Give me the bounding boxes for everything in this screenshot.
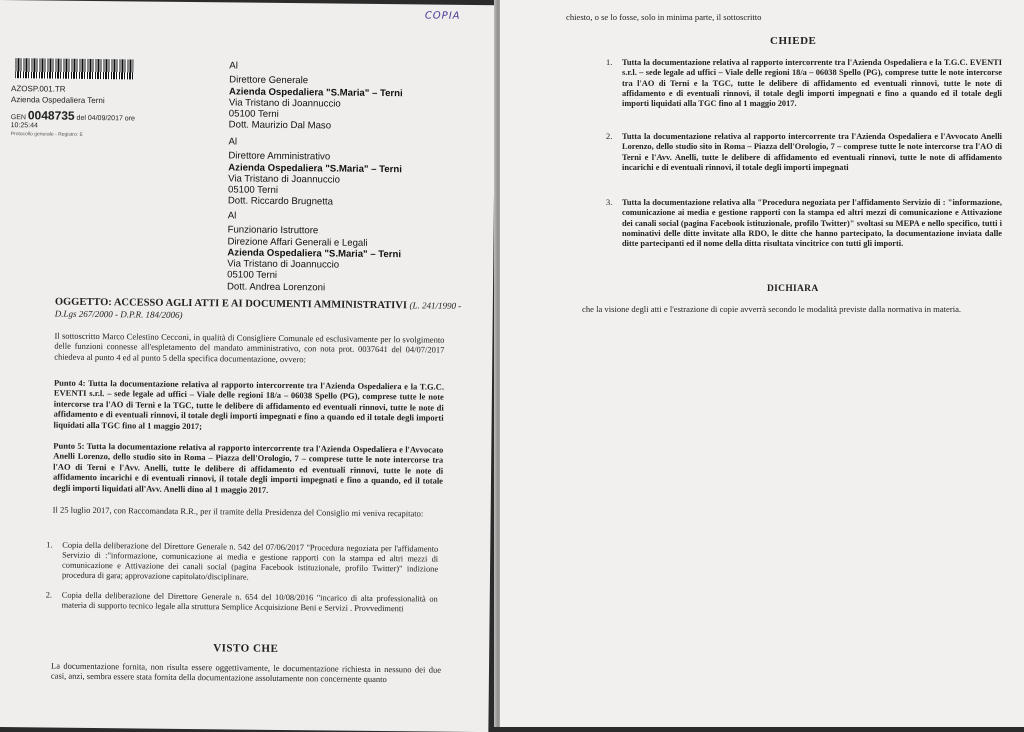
addressee-line: Via Tristano di Joannuccio — [228, 173, 341, 186]
addressee-line: Direttore Amministrativo — [228, 150, 331, 163]
addressee-line: 05100 Terni — [227, 184, 279, 197]
addressee-block-2 — [228, 136, 402, 209]
dichiara-paragraph: che la visione degli atti e l'estrazione di copie avverrà secondo le modalità previste dalla normativa in materia. — [582, 304, 962, 314]
addressee-line: Dott. Andrea Lorenzoni — [226, 281, 326, 294]
addressee-block-3 — [227, 210, 402, 294]
list-item — [606, 198, 1002, 249]
addressee-line: Al — [227, 210, 237, 222]
protocol-stamp — [11, 58, 152, 138]
punto-5-paragraph: Punto 5: Tutta la documentazione relativa al rapporto intercorrente tra l'Azienda Ospedaliera e l'Avvocato Anelli Lorenzo, dello studio sito in Roma – Piazza dell'Orologio, 7 – comprese tutte le note intercorse tra l'AO di Terni e l'Avv. Anelli, tutte le delibere di affidamento ed eventuali rinnovi, tutte le note di affidamento incarichi e di eventuali rinnovi, il totale degli importi impegnati e fino a quando, ed il totale degli importi liquidati all'Avv. Anelli dino al 1 maggio 2017. — [52, 440, 444, 495]
list-item-number: 1. — [606, 58, 613, 67]
stamp-org: Azienda Ospedaliera Terni — [10, 95, 105, 106]
visto-che-heading: VISTO CHE — [213, 642, 279, 655]
intro-paragraph: Il sottoscritto Marco Celestino Cecconi, in qualità di Consigliere Comunale ed esclusivamente per lo svolgimento delle funzioni connesse all'espletamento del mandato amministrativo, con nota prot. 0037641 del 04/07/2017 chiedeva al punto 4 ed al punto 5 della specifica documentazione, ovvero: — [54, 330, 445, 365]
list-item-number: 2. — [606, 132, 613, 141]
addressee-line: Dott. Riccardo Brugnetta — [227, 195, 334, 208]
list-item-text: Copia della deliberazione del Direttore Generale n. 542 del 07/06/2017 "Procedura negoziata per l'affidamento Servizio di :"informazione, comunicazione ai media e gestione rapporti con la stampa ed altri mezzi di comunicazione e Attivazione dei canali social (pagina Facebook istituzionale, profilo Twitter)" indizione procedura di gara; approvazione capitolato/disciplinare. — [61, 540, 439, 582]
list-item — [45, 590, 438, 615]
list-item-text: Copia della deliberazione del Direttore Generale n. 654 del 10/08/2016 "incarico di alta professionalità on materia di supporto tecnico legale alla struttura Semplice Acquisizione Beni e Servizi . Provvedimenti — [61, 590, 438, 614]
list-item — [606, 132, 1002, 173]
addressee-line: 05100 Terni — [227, 269, 278, 282]
addressee-line: Direzione Affari Generali e Legali — [227, 235, 368, 249]
stamp-prefix: GEN — [10, 114, 26, 122]
addressee-line: Al — [228, 136, 238, 148]
subject-heading — [55, 297, 475, 323]
addressee-line: 05100 Terni — [228, 108, 279, 121]
stamp-datetime: del 04/09/2017 ore 10:25:44 — [10, 114, 135, 130]
addressee-line: Via Tristano di Joannuccio — [227, 258, 340, 271]
list-item-number: 3. — [606, 198, 613, 207]
addressee-line: Azienda Ospedaliera "S.Maria" – Terni — [228, 161, 402, 175]
list-item-number: 1. — [46, 540, 53, 550]
closing-paragraph: La documentazione fornita, non risulta essere oggettivamente, le documentazione richiesta in nessuno dei due casi, anzi, sembra essere stata fornita della documentazione assolutamente non concernente quanto — [50, 660, 442, 685]
punto-4-paragraph: Punto 4: Tutta la documentazione relativa al rapporto intercorrente tra l'Azienda Ospedaliera e la T.G.C. EVENTI s.r.l. – sede legale ad uffici – Viale delle regioni 18/a – 06038 Spello (PG), comprese tutte le note intercorse tra l'AO di Terni e la TGC, tutte le delibere di affidamento ed eventuali rinnovi, tutte le note di affidamento e di eventuali rinnovi, il totale degli importi impegnati e fino a quando ed il totale degli importi liquidati alla TGC fino al 1 maggio 2017; — [53, 377, 445, 431]
document-page-left — [0, 0, 496, 732]
list-item — [46, 540, 439, 585]
subject-ref: (L. 241/1990 - — [409, 300, 462, 311]
addressee-line: Dott. Maurizio Dal Maso — [228, 119, 332, 132]
recap-paragraph: Il 25 luglio 2017, con Raccomandata R.R., per il tramite della Presidenza del Consiglio mi veniva recapitato: — [52, 504, 424, 519]
addressee-line: Azienda Ospedaliera "S.Maria" – Terni — [228, 85, 403, 99]
list-item-number: 2. — [45, 590, 53, 600]
addressee-line: Al — [229, 60, 238, 72]
addressee-line: Via Tristano di Joannuccio — [228, 97, 341, 110]
list-item-text: Tutta la documentazione relativa alla "Procedura negoziata per l'affidamento Servizio di : "informazione, comunicazione ai media e gestione rapporti con la stampa ed altri mezzi di comunicazione e Attivazione dei canali social (pagina Facebook istituzionale, profilo Twitter)" svoltasi su MEPA e nello specifico, tutti i nominativi delle ditte invitate alla RDO, le ditte che hanno partecipato, la documentazione inviata dalle ditte partecipanti ed il nome della ditta risultata vincitrice con tutti gli importi. — [622, 198, 1002, 249]
handwritten-copia-note: COPIA — [424, 10, 461, 22]
stamp-footer: Protocollo generale - Registro: E — [10, 131, 83, 138]
addressee-line: Direttore Generale — [229, 74, 309, 87]
chiede-heading: CHIEDE — [770, 35, 817, 47]
stamp-code: AZOSP.001.TR — [11, 84, 66, 94]
addressee-line: Azienda Ospedaliera "S.Maria" – Terni — [227, 247, 402, 261]
addressee-line: Funzionario Istruttore — [227, 224, 319, 237]
list-item — [606, 58, 1002, 109]
subject-title: OGGETTO: ACCESSO AGLI ATTI E AI DOCUMENTI AMMINISTRATIVI — [54, 296, 408, 312]
stamp-number-line — [11, 108, 151, 130]
subject-sub: D.Lgs 267/2000 - D.P.R. 184/2006) — [54, 308, 183, 320]
list-item-text: Tutta la documentazione relativa al rapporto intercorrente tra l'Azienda Ospedaliera e la T.G.C. EVENTI s.r.l. – sede legale ad uffici – Viale delle regioni 18/a – 06038 Spello (PG), comprese tutte le note intercorse tra l'AO di Terni e la TGC, tutte le delibere di affidamento ed eventuali rinnovi, tutte le note di affidamento e di eventuali rinnovi, il totale degli importi impegnati e fino a quando ed il totale degli importi liquidati alla TGC fino al 1 maggio 2017. — [622, 58, 1002, 109]
addressee-block-1 — [229, 60, 403, 133]
right-top-line: chiesto, o se lo fosse, solo in minima parte, il sottoscritto — [566, 12, 762, 22]
barcode-icon — [15, 58, 133, 79]
list-item-text: Tutta la documentazione relativa al rapporto intercorrente tra l'Azienda Ospedaliera e l'Avvocato Anelli Lorenzo, dello studio sito in Roma – Piazza dell'Orologio, 7 – comprese tutte le note intercorse tra l'AO di Terni e l'Avv. Anelli, tutte le delibere di affidamento ed eventuali rinnovi, tutte le note di affidamento incarichi e di eventuali rinnovi, il totale degli importi impegnati — [622, 132, 1002, 172]
stamp-number: 0048735 — [27, 108, 75, 123]
dichiara-heading: DICHIARA — [767, 284, 819, 294]
